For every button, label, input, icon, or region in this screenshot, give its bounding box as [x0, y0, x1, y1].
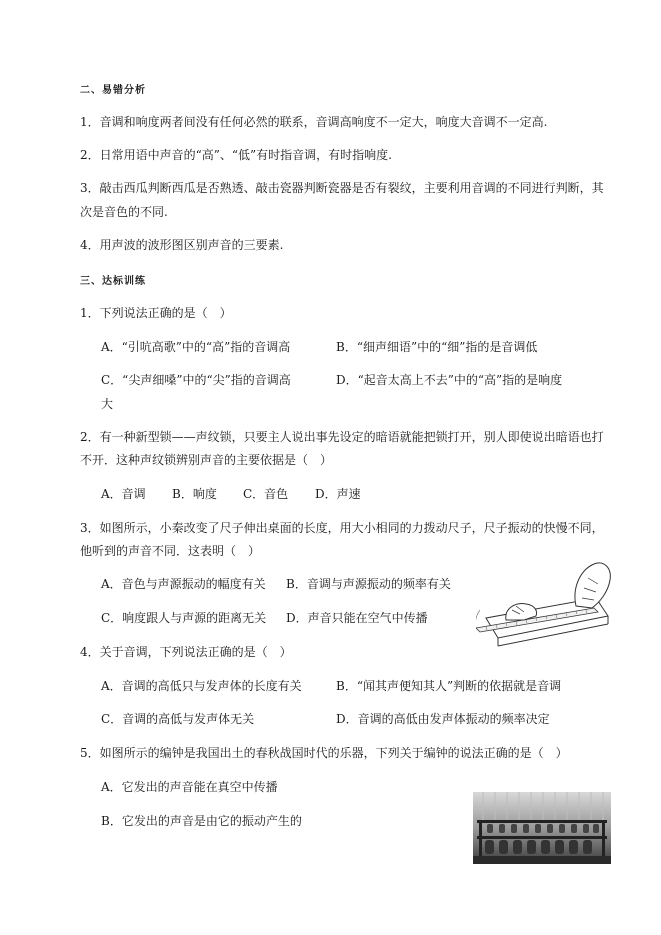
error-point-1: 1．音调和响度两者间没有任何必然的联系，音调高响度不一定大，响度大音调不一定高. — [80, 115, 548, 129]
q2-stem-line1: 2．有一种新型锁——声纹锁，只要主人说出事先设定的暗语就能把锁打开，别人即使说出暗语也打 — [80, 430, 604, 444]
q1-option-b[interactable]: B．“细声细语”中的“细”指的是音调低 — [336, 340, 538, 354]
q3-option-c[interactable]: C．响度跟人与声源的距离无关 — [101, 611, 267, 625]
q2-option-d[interactable]: D．声速 — [315, 487, 361, 501]
q4-option-c[interactable]: C．音调的高低与发声体无关 — [101, 712, 255, 726]
q3-option-a[interactable]: A．音色与声源振动的幅度有关 — [101, 577, 266, 591]
q3-stem-line1: 3．如图所示，小秦改变了尺子伸出桌面的长度，用大小相同的力拨动尺子，尺子振动的快慢不同， — [80, 521, 604, 535]
q1-option-d[interactable]: D．“起音太高上不去”中的“高”指的是响度 — [336, 373, 563, 387]
error-point-4: 4．用声波的波形图区别声音的三要素. — [80, 238, 284, 252]
q3-stem-line2: 他听到的声音不同．这表明（ ） — [80, 544, 261, 558]
bianzhong-photo — [473, 792, 611, 864]
q4-option-d[interactable]: D．音调的高低由发声体振动的频率决定 — [336, 712, 550, 726]
error-point-3: 3．敲击西瓜判断西瓜是否熟透、敲击瓷器判断瓷器是否有裂纹，主要利用音调的不同进行判断，其 — [80, 181, 604, 195]
q2-stem-line2: 不开．这种声纹锁辨别声音的主要依据是（ ） — [80, 453, 333, 467]
q3-option-d[interactable]: D．声音只能在空气中传播 — [286, 611, 428, 625]
q3-option-b[interactable]: B．音调与声源振动的频率有关 — [286, 577, 451, 591]
q1-option-a[interactable]: A．“引吭高歌”中的“高”指的音调高 — [101, 340, 291, 354]
q5-option-a[interactable]: A．它发出的声音能在真空中传播 — [101, 780, 278, 794]
q1-stem: 1．下列说法正确的是（ ） — [80, 306, 232, 320]
error-point-2: 2．日常用语中声音的“高”、“低”有时指音调，有时指响度. — [80, 148, 392, 162]
q5-option-b[interactable]: B．它发出的声音是由它的振动产生的 — [101, 814, 302, 828]
q2-option-a[interactable]: A．音调 — [101, 487, 146, 501]
section-heading-errors: 二、易错分析 — [80, 85, 146, 96]
q5-stem: 5．如图所示的编钟是我国出土的春秋战国时代的乐器，下列关于编钟的说法正确的是（ ） — [80, 746, 568, 760]
q2-option-c[interactable]: C．音色 — [243, 487, 289, 501]
q4-stem: 4．关于音调，下列说法正确的是（ ） — [80, 645, 292, 659]
q4-option-b[interactable]: B．“闻其声便知其人”判断的依据就是音调 — [336, 679, 562, 693]
ruler-vibration-illustration — [476, 558, 616, 650]
q1-option-c[interactable]: C．“尖声细嗓”中的“尖”指的音调高 — [101, 373, 291, 387]
q2-option-b[interactable]: B．响度 — [172, 487, 217, 501]
q4-option-a[interactable]: A．音调的高低只与发声体的长度有关 — [101, 679, 302, 693]
section-heading-practice: 三、达标训练 — [80, 276, 146, 287]
error-point-3-cont: 次是音色的不同. — [80, 205, 168, 219]
q1-option-d-cont: 大 — [101, 397, 114, 411]
